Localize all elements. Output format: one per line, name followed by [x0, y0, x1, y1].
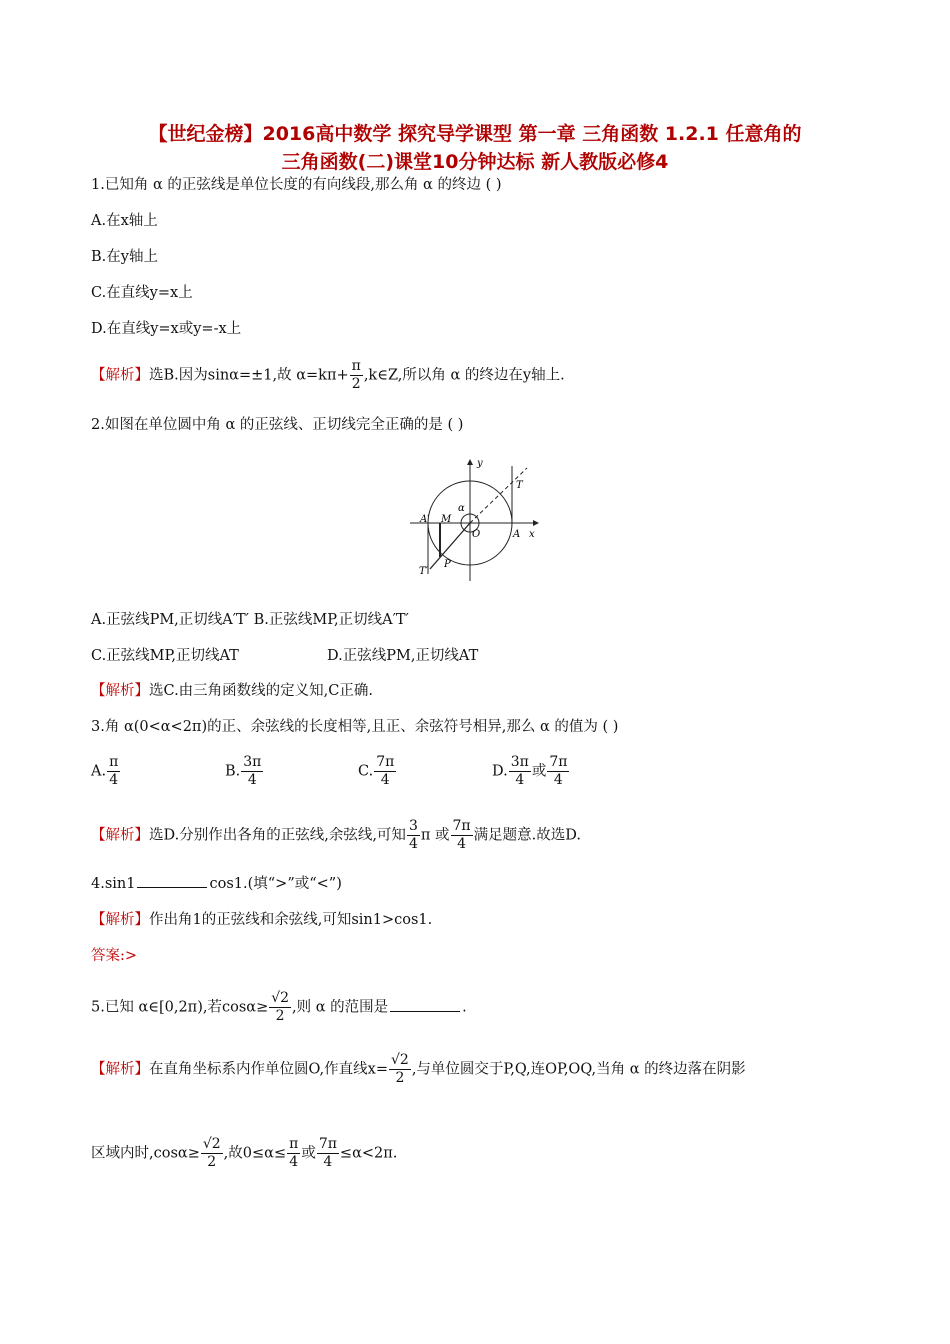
q1-analysis-text-b: ,k∈Z,所以角 α 的终边在y轴上. — [363, 367, 565, 384]
frac-num: π — [351, 358, 361, 374]
fraction — [241, 754, 263, 789]
q3-option-a — [91, 754, 121, 789]
label-o: O — [472, 529, 481, 540]
fraction — [350, 358, 363, 393]
q1-stem: 1.已知角 α 的正弦线是单位长度的有向线段,那么角 α 的终边 ( ) — [91, 177, 502, 193]
option-label: A. — [91, 763, 107, 780]
frac-num: √2 — [271, 990, 290, 1006]
fraction — [407, 818, 420, 853]
frac-den: 4 — [289, 1154, 299, 1170]
fraction — [547, 754, 569, 789]
frac-den: 4 — [408, 836, 418, 852]
title-line-1: 【世纪金榜】2016高中数学 探究导学课型 第一章 三角函数 1.2.1 任意角的 — [148, 123, 802, 145]
label-alpha: α — [458, 503, 465, 514]
or-text: 或 — [531, 763, 547, 780]
frac-den: 4 — [380, 772, 390, 788]
q4-analysis — [91, 910, 432, 930]
frac-den: 2 — [207, 1154, 217, 1170]
q5-stem-b: ,则 α 的范围是 — [292, 999, 389, 1016]
q1-option-b: B.在y轴上 — [91, 249, 158, 265]
frac-num: 3 — [408, 818, 418, 834]
q4-stem-b: cos1.(填“>”或“<”) — [209, 876, 342, 892]
q3-analysis-pi: π 或 — [420, 827, 450, 844]
fraction — [287, 1136, 300, 1171]
label-t-prime: T′ — [419, 566, 428, 577]
analysis-tag: 【解析】 — [91, 683, 149, 699]
q5-line2-c: ≤α<2π. — [339, 1145, 398, 1162]
fraction — [269, 990, 291, 1025]
q3-analysis-text-a: 选D.分别作出各角的正弦线,余弦线,可知 — [149, 827, 406, 844]
frac-num: 7π — [376, 754, 395, 770]
q5-line2-a: 区域内时,cosα≥ — [91, 1145, 200, 1162]
title-line-2: 三角函数(二)课堂10分钟达标 新人教版必修4 — [281, 151, 669, 173]
q4-analysis-text: 作出角1的正弦线和余弦线,可知sin1>cos1. — [149, 912, 433, 928]
q1-option-a: A.在x轴上 — [91, 213, 158, 229]
q5-stem-c: . — [462, 999, 467, 1016]
q2-option-c: C.正弦线MP,正切线AT — [91, 648, 239, 664]
q5-stem — [91, 990, 467, 1025]
q1-option-c: C.在直线y=x上 — [91, 285, 193, 301]
q3-option-d — [492, 754, 570, 789]
q3-stem: 3.角 α(0<α<2π)的正、余弦线的长度相等,且正、余弦符号相异,那么 α 的值为 ( ) — [91, 719, 619, 735]
fraction — [107, 754, 120, 789]
frac-num: 7π — [452, 818, 471, 834]
fraction — [374, 754, 396, 789]
q5-stem-a: 5.已知 α∈[0,2π),若cosα≥ — [91, 999, 269, 1016]
frac-den: 2 — [395, 1070, 405, 1086]
frac-den: 4 — [457, 836, 467, 852]
q5-analysis-line-2 — [91, 1136, 397, 1171]
q5-analysis — [91, 1052, 746, 1087]
q2-analysis-text: 选C.由三角函数线的定义知,C正确. — [149, 683, 373, 699]
label-p: P — [444, 559, 451, 570]
fraction — [201, 1136, 223, 1171]
document-title — [60, 120, 890, 176]
fraction — [389, 1052, 411, 1087]
analysis-tag: 【解析】 — [91, 912, 149, 928]
option-label: C. — [358, 763, 374, 780]
frac-num: 3π — [243, 754, 262, 770]
frac-den: 4 — [553, 772, 563, 788]
q2-analysis — [91, 681, 373, 701]
fraction — [317, 1136, 339, 1171]
q3-analysis-text-b: 满足题意.故选D. — [473, 827, 581, 844]
q1-analysis-text-a: 选B.因为sinα=±1,故 α=kπ+ — [149, 367, 349, 384]
frac-num: √2 — [202, 1136, 221, 1152]
fill-blank — [390, 999, 460, 1012]
fill-blank — [137, 875, 207, 888]
q3-option-c — [358, 754, 397, 789]
q5-analysis-text-a: 在直角坐标系内作单位圆O,作直线x= — [149, 1061, 388, 1078]
q4-stem-a: 4.sin1 — [91, 876, 136, 892]
option-label: B. — [225, 763, 241, 780]
frac-den: 4 — [109, 772, 119, 788]
fraction — [451, 818, 473, 853]
q2-option-d: D.正弦线PM,正切线AT — [327, 648, 479, 664]
q2-stem: 2.如图在单位圆中角 α 的正弦线、正切线完全正确的是 ( ) — [91, 417, 464, 433]
or-text: 或 — [301, 1145, 316, 1162]
q1-analysis — [91, 358, 565, 393]
analysis-tag: 【解析】 — [91, 1061, 149, 1078]
frac-den: 2 — [275, 1008, 285, 1024]
label-a: A — [513, 529, 521, 540]
label-y: y — [477, 458, 483, 469]
frac-num: 7π — [318, 1136, 337, 1152]
frac-den: 4 — [515, 772, 525, 788]
q4-answer: 答案:> — [91, 948, 138, 964]
frac-num: π — [109, 754, 119, 770]
q5-line2-b: ,故0≤α≤ — [223, 1145, 287, 1162]
q1-option-d: D.在直线y=x或y=-x上 — [91, 321, 242, 337]
unit-circle-figure — [405, 456, 545, 586]
label-t: T — [516, 480, 523, 491]
q2-options-ab: A.正弦线PM,正切线A′T′ B.正弦线MP,正切线A′T′ — [91, 612, 409, 628]
frac-num: 3π — [510, 754, 529, 770]
frac-den: 2 — [351, 376, 361, 392]
frac-num: √2 — [390, 1052, 409, 1068]
q5-analysis-text-b: ,与单位圆交于P,Q,连OP,OQ,当角 α 的终边落在阴影 — [411, 1061, 746, 1078]
q3-analysis — [91, 818, 581, 853]
frac-num: π — [289, 1136, 299, 1152]
q4-stem — [91, 874, 342, 894]
option-label: D. — [492, 763, 508, 780]
q3-option-b — [225, 754, 264, 789]
frac-num: 7π — [549, 754, 568, 770]
analysis-tag: 【解析】 — [91, 827, 149, 844]
frac-den: 4 — [247, 772, 257, 788]
fraction — [509, 754, 531, 789]
frac-den: 4 — [323, 1154, 333, 1170]
label-x: x — [529, 529, 535, 540]
label-m: M — [441, 514, 452, 525]
analysis-tag: 【解析】 — [91, 367, 149, 384]
label-a-prime: A′ — [420, 514, 430, 525]
